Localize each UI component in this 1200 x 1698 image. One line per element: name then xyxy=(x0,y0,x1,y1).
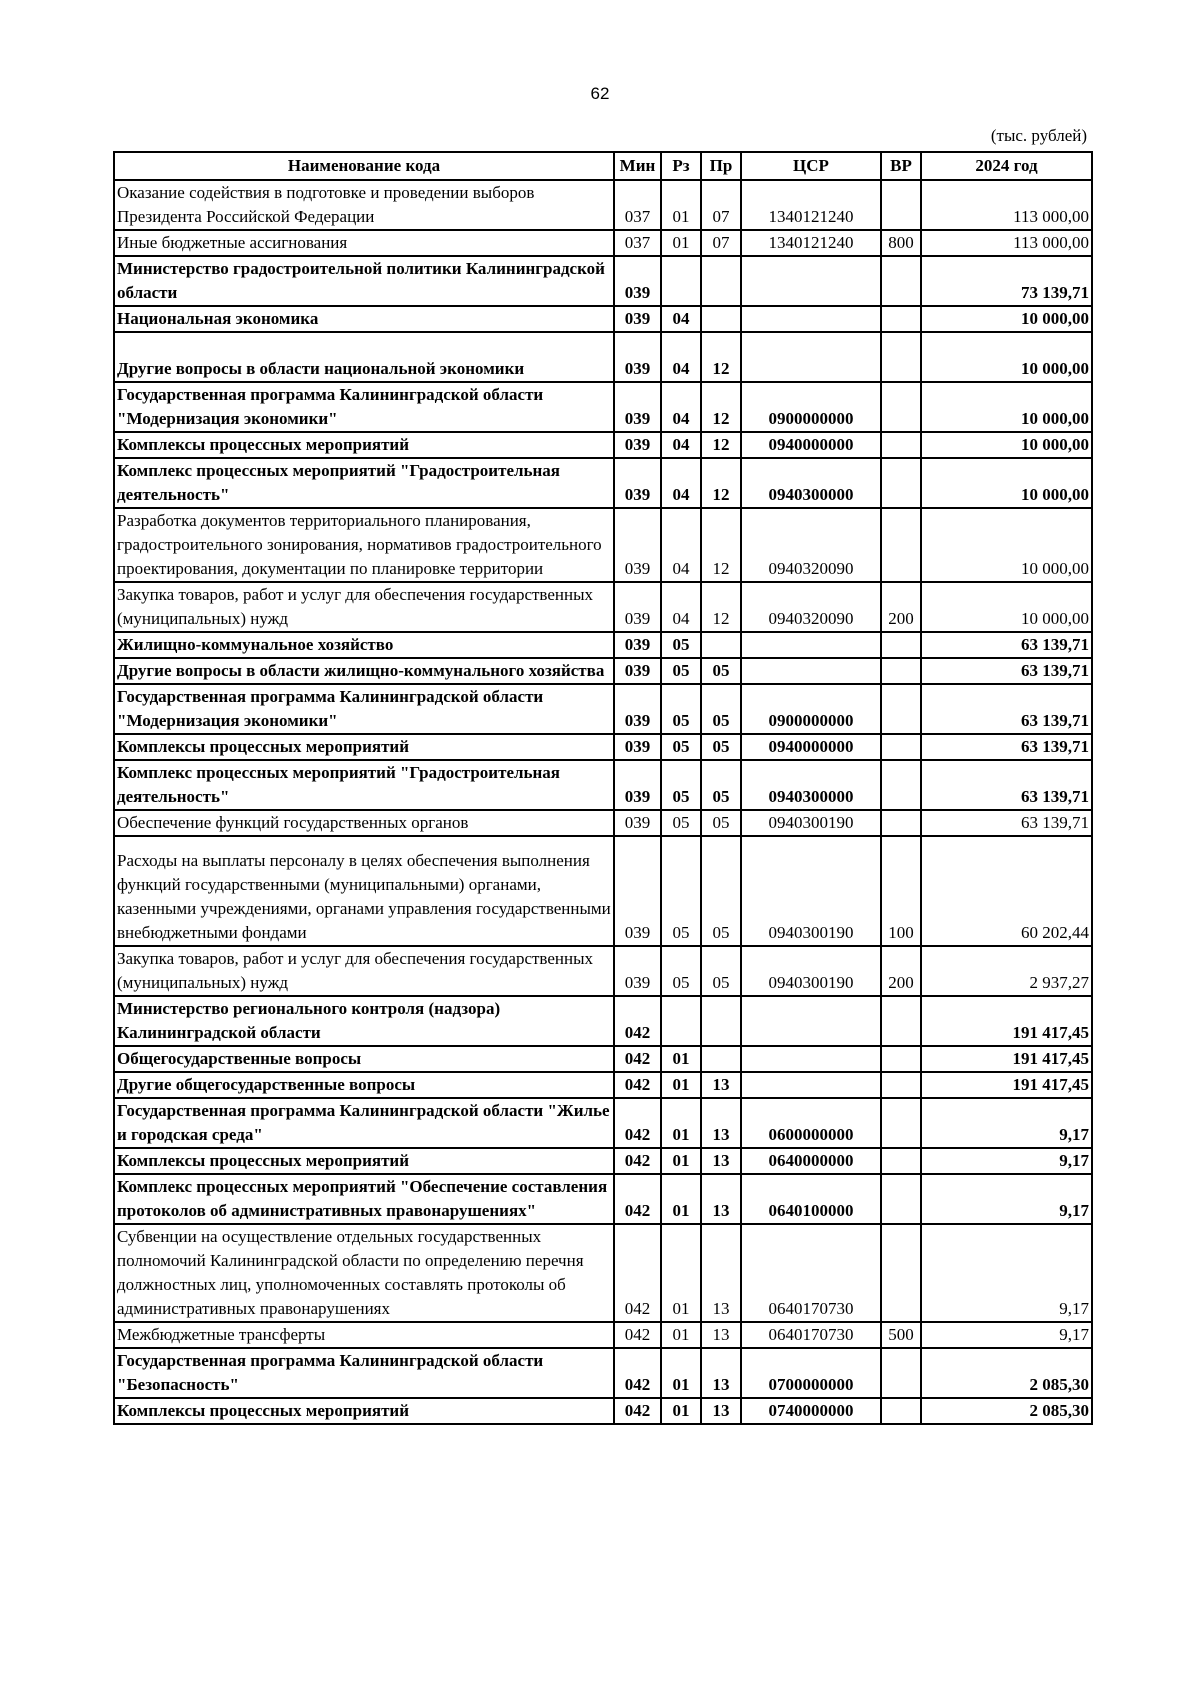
row-name: Национальная экономика xyxy=(114,306,614,332)
row-name: Обеспечение функций государственных органов xyxy=(114,810,614,836)
row-vr xyxy=(881,658,921,684)
row-rz: 04 xyxy=(661,332,701,382)
row-min: 039 xyxy=(614,382,661,432)
row-csr: 0940000000 xyxy=(741,734,881,760)
table-row xyxy=(114,180,1092,230)
row-vr xyxy=(881,1174,921,1224)
row-sum: 10 000,00 xyxy=(921,458,1092,508)
row-min: 042 xyxy=(614,1046,661,1072)
row-sum: 191 417,45 xyxy=(921,1046,1092,1072)
row-min: 039 xyxy=(614,684,661,734)
row-csr: 0940320090 xyxy=(741,508,881,582)
row-rz xyxy=(661,256,701,306)
row-rz: 05 xyxy=(661,658,701,684)
table-row xyxy=(114,632,1092,658)
row-vr xyxy=(881,508,921,582)
row-rz: 04 xyxy=(661,508,701,582)
table-row xyxy=(114,760,1092,810)
row-sum: 10 000,00 xyxy=(921,382,1092,432)
row-vr: 200 xyxy=(881,582,921,632)
row-name: Государственная программа Калининградской области "Безопасность" xyxy=(114,1348,614,1398)
row-pr: 12 xyxy=(701,582,741,632)
row-vr xyxy=(881,382,921,432)
row-min: 039 xyxy=(614,734,661,760)
row-csr xyxy=(741,632,881,658)
row-sum: 63 139,71 xyxy=(921,760,1092,810)
row-name: Общегосударственные вопросы xyxy=(114,1046,614,1072)
row-pr: 05 xyxy=(701,658,741,684)
row-min: 042 xyxy=(614,996,661,1046)
table-row xyxy=(114,1398,1092,1424)
row-sum: 9,17 xyxy=(921,1322,1092,1348)
table-row xyxy=(114,582,1092,632)
row-rz: 04 xyxy=(661,458,701,508)
row-csr: 0740000000 xyxy=(741,1398,881,1424)
row-min: 042 xyxy=(614,1224,661,1322)
row-min: 039 xyxy=(614,946,661,996)
row-pr: 05 xyxy=(701,810,741,836)
header-name: Наименование кода xyxy=(114,152,614,180)
row-sum: 2 085,30 xyxy=(921,1348,1092,1398)
row-sum: 9,17 xyxy=(921,1098,1092,1148)
row-min: 042 xyxy=(614,1072,661,1098)
table-row xyxy=(114,684,1092,734)
row-sum: 10 000,00 xyxy=(921,306,1092,332)
row-pr: 05 xyxy=(701,684,741,734)
table-row xyxy=(114,734,1092,760)
row-csr xyxy=(741,658,881,684)
row-vr xyxy=(881,432,921,458)
row-sum: 63 139,71 xyxy=(921,632,1092,658)
row-rz: 01 xyxy=(661,1348,701,1398)
table-row xyxy=(114,458,1092,508)
row-rz: 01 xyxy=(661,230,701,256)
row-vr xyxy=(881,1046,921,1072)
row-rz: 01 xyxy=(661,1174,701,1224)
row-min: 039 xyxy=(614,760,661,810)
table-row xyxy=(114,432,1092,458)
budget-table xyxy=(113,151,1093,1425)
table-row xyxy=(114,1148,1092,1174)
row-csr: 0940000000 xyxy=(741,432,881,458)
row-rz: 04 xyxy=(661,306,701,332)
row-min: 039 xyxy=(614,658,661,684)
header-vr: ВР xyxy=(881,152,921,180)
row-sum: 9,17 xyxy=(921,1148,1092,1174)
row-csr: 0640100000 xyxy=(741,1174,881,1224)
row-name: Государственная программа Калининградской области "Жилье и городская среда" xyxy=(114,1098,614,1148)
row-rz: 05 xyxy=(661,810,701,836)
row-rz: 05 xyxy=(661,684,701,734)
row-min: 042 xyxy=(614,1322,661,1348)
row-rz: 01 xyxy=(661,1098,701,1148)
row-min: 042 xyxy=(614,1148,661,1174)
row-pr xyxy=(701,1046,741,1072)
row-vr: 800 xyxy=(881,230,921,256)
row-name: Комплекс процессных мероприятий "Градостроительная деятельность" xyxy=(114,760,614,810)
table-row xyxy=(114,306,1092,332)
row-csr: 0600000000 xyxy=(741,1098,881,1148)
row-sum: 60 202,44 xyxy=(921,836,1092,946)
row-min: 037 xyxy=(614,230,661,256)
row-rz: 01 xyxy=(661,1322,701,1348)
row-name: Комплексы процессных мероприятий xyxy=(114,734,614,760)
row-name: Комплексы процессных мероприятий xyxy=(114,432,614,458)
row-sum: 63 139,71 xyxy=(921,734,1092,760)
table-row xyxy=(114,230,1092,256)
row-vr xyxy=(881,1398,921,1424)
row-sum: 10 000,00 xyxy=(921,332,1092,382)
row-vr xyxy=(881,760,921,810)
row-pr: 13 xyxy=(701,1224,741,1322)
row-sum: 2 937,27 xyxy=(921,946,1092,996)
table-row xyxy=(114,1322,1092,1348)
row-pr: 12 xyxy=(701,432,741,458)
row-csr xyxy=(741,332,881,382)
row-csr xyxy=(741,306,881,332)
table-row xyxy=(114,1098,1092,1148)
row-pr: 13 xyxy=(701,1322,741,1348)
row-name: Комплекс процессных мероприятий "Градостроительная деятельность" xyxy=(114,458,614,508)
row-sum: 63 139,71 xyxy=(921,658,1092,684)
row-min: 039 xyxy=(614,632,661,658)
row-sum: 113 000,00 xyxy=(921,230,1092,256)
row-min: 042 xyxy=(614,1098,661,1148)
row-vr xyxy=(881,734,921,760)
row-min: 039 xyxy=(614,508,661,582)
row-pr: 05 xyxy=(701,734,741,760)
row-pr: 13 xyxy=(701,1348,741,1398)
row-rz: 01 xyxy=(661,1148,701,1174)
row-pr: 05 xyxy=(701,760,741,810)
row-vr xyxy=(881,996,921,1046)
row-csr: 0700000000 xyxy=(741,1348,881,1398)
row-pr: 07 xyxy=(701,230,741,256)
header-csr: ЦСР xyxy=(741,152,881,180)
table-header-row xyxy=(114,152,1092,180)
row-vr xyxy=(881,1098,921,1148)
row-vr: 500 xyxy=(881,1322,921,1348)
row-name: Закупка товаров, работ и услуг для обеспечения государственных (муниципальных) нужд xyxy=(114,582,614,632)
table-row xyxy=(114,836,1092,946)
row-pr: 12 xyxy=(701,382,741,432)
page-number: 62 xyxy=(590,84,610,103)
row-sum: 191 417,45 xyxy=(921,996,1092,1046)
row-min: 039 xyxy=(614,836,661,946)
row-pr: 05 xyxy=(701,836,741,946)
row-vr xyxy=(881,1348,921,1398)
row-pr xyxy=(701,256,741,306)
row-name: Межбюджетные трансферты xyxy=(114,1322,614,1348)
row-sum: 191 417,45 xyxy=(921,1072,1092,1098)
row-min: 042 xyxy=(614,1398,661,1424)
row-rz: 05 xyxy=(661,760,701,810)
row-vr: 200 xyxy=(881,946,921,996)
row-sum: 9,17 xyxy=(921,1224,1092,1322)
row-vr xyxy=(881,684,921,734)
row-min: 037 xyxy=(614,180,661,230)
row-pr xyxy=(701,996,741,1046)
row-sum: 73 139,71 xyxy=(921,256,1092,306)
row-name: Государственная программа Калининградской области "Модернизация экономики" xyxy=(114,382,614,432)
row-min: 039 xyxy=(614,458,661,508)
row-csr: 1340121240 xyxy=(741,230,881,256)
table-row xyxy=(114,810,1092,836)
row-name: Другие вопросы в области национальной экономики xyxy=(114,332,614,382)
row-pr: 13 xyxy=(701,1148,741,1174)
row-pr: 13 xyxy=(701,1398,741,1424)
row-csr: 0940300190 xyxy=(741,836,881,946)
row-csr: 0900000000 xyxy=(741,382,881,432)
row-sum: 10 000,00 xyxy=(921,582,1092,632)
table-row xyxy=(114,332,1092,382)
row-csr: 0940320090 xyxy=(741,582,881,632)
row-rz: 01 xyxy=(661,1072,701,1098)
row-min: 039 xyxy=(614,306,661,332)
row-csr: 0940300000 xyxy=(741,458,881,508)
row-rz: 01 xyxy=(661,180,701,230)
row-pr: 12 xyxy=(701,332,741,382)
row-csr: 0640170730 xyxy=(741,1224,881,1322)
row-sum: 10 000,00 xyxy=(921,508,1092,582)
row-vr xyxy=(881,1148,921,1174)
table-row xyxy=(114,1046,1092,1072)
row-name: Министерство регионального контроля (надзора) Калининградской области xyxy=(114,996,614,1046)
row-rz: 05 xyxy=(661,836,701,946)
row-min: 039 xyxy=(614,332,661,382)
row-name: Комплексы процессных мероприятий xyxy=(114,1398,614,1424)
row-sum: 10 000,00 xyxy=(921,432,1092,458)
row-pr: 07 xyxy=(701,180,741,230)
row-csr: 0900000000 xyxy=(741,684,881,734)
table-row xyxy=(114,1224,1092,1322)
table-row xyxy=(114,382,1092,432)
row-rz: 04 xyxy=(661,382,701,432)
table-row xyxy=(114,996,1092,1046)
row-pr: 13 xyxy=(701,1098,741,1148)
row-csr: 1340121240 xyxy=(741,180,881,230)
row-csr xyxy=(741,1072,881,1098)
row-pr: 05 xyxy=(701,946,741,996)
table-row xyxy=(114,1174,1092,1224)
row-pr xyxy=(701,632,741,658)
row-rz: 05 xyxy=(661,946,701,996)
row-pr: 13 xyxy=(701,1174,741,1224)
row-min: 039 xyxy=(614,582,661,632)
row-name: Расходы на выплаты персоналу в целях обеспечения выполнения функций государственными (муниципальными) органами, казенными учреждениями, органами управления государственными внебюджетными фондами xyxy=(114,836,614,946)
header-sum: 2024 год xyxy=(921,152,1092,180)
row-sum: 9,17 xyxy=(921,1174,1092,1224)
row-vr: 100 xyxy=(881,836,921,946)
row-pr: 12 xyxy=(701,458,741,508)
row-name: Комплекс процессных мероприятий "Обеспечение составления протоколов об административных правонарушениях" xyxy=(114,1174,614,1224)
row-sum: 113 000,00 xyxy=(921,180,1092,230)
row-min: 039 xyxy=(614,810,661,836)
row-name: Другие вопросы в области жилищно-коммунального хозяйства xyxy=(114,658,614,684)
table-row xyxy=(114,256,1092,306)
row-pr: 12 xyxy=(701,508,741,582)
row-csr xyxy=(741,996,881,1046)
row-pr xyxy=(701,306,741,332)
row-rz: 05 xyxy=(661,632,701,658)
row-min: 039 xyxy=(614,256,661,306)
row-sum: 63 139,71 xyxy=(921,684,1092,734)
row-vr xyxy=(881,256,921,306)
row-min: 042 xyxy=(614,1348,661,1398)
row-csr xyxy=(741,256,881,306)
row-name: Другие общегосударственные вопросы xyxy=(114,1072,614,1098)
row-rz: 05 xyxy=(661,734,701,760)
row-vr xyxy=(881,632,921,658)
row-min: 042 xyxy=(614,1174,661,1224)
row-csr: 0640000000 xyxy=(741,1148,881,1174)
row-rz: 01 xyxy=(661,1398,701,1424)
row-csr xyxy=(741,1046,881,1072)
row-rz: 04 xyxy=(661,432,701,458)
row-vr xyxy=(881,306,921,332)
row-rz xyxy=(661,996,701,1046)
table-row xyxy=(114,1072,1092,1098)
table-row xyxy=(114,946,1092,996)
row-name: Закупка товаров, работ и услуг для обеспечения государственных (муниципальных) нужд xyxy=(114,946,614,996)
row-rz: 01 xyxy=(661,1046,701,1072)
table-row xyxy=(114,658,1092,684)
row-vr xyxy=(881,458,921,508)
row-pr: 13 xyxy=(701,1072,741,1098)
row-csr: 0940300190 xyxy=(741,946,881,996)
table-row xyxy=(114,1348,1092,1398)
table-row xyxy=(114,508,1092,582)
row-vr xyxy=(881,1224,921,1322)
row-name: Иные бюджетные ассигнования xyxy=(114,230,614,256)
row-vr xyxy=(881,810,921,836)
row-vr xyxy=(881,1072,921,1098)
header-pr: Пр xyxy=(701,152,741,180)
row-csr: 0940300190 xyxy=(741,810,881,836)
row-vr xyxy=(881,180,921,230)
row-name: Оказание содействия в подготовке и проведении выборов Президента Российской Федерации xyxy=(114,180,614,230)
row-name: Комплексы процессных мероприятий xyxy=(114,1148,614,1174)
row-vr xyxy=(881,332,921,382)
row-sum: 2 085,30 xyxy=(921,1398,1092,1424)
row-name: Министерство градостроительной политики Калининградской области xyxy=(114,256,614,306)
row-min: 039 xyxy=(614,432,661,458)
row-rz: 01 xyxy=(661,1224,701,1322)
row-name: Государственная программа Калининградской области "Модернизация экономики" xyxy=(114,684,614,734)
row-rz: 04 xyxy=(661,582,701,632)
row-sum: 63 139,71 xyxy=(921,810,1092,836)
row-csr: 0640170730 xyxy=(741,1322,881,1348)
row-name: Субвенции на осуществление отдельных государственных полномочий Калининградской области по определению перечня должностных лиц, уполномоченных составлять протоколы об административных правонарушениях xyxy=(114,1224,614,1322)
row-name: Жилищно-коммунальное хозяйство xyxy=(114,632,614,658)
header-rz: Рз xyxy=(661,152,701,180)
row-name: Разработка документов территориального планирования, градостроительного зонирования, нормативов градостроительного проектирования, документации по планировке территории xyxy=(114,508,614,582)
row-csr: 0940300000 xyxy=(741,760,881,810)
header-min: Мин xyxy=(614,152,661,180)
units-label: (тыс. рублей) xyxy=(990,126,1087,145)
